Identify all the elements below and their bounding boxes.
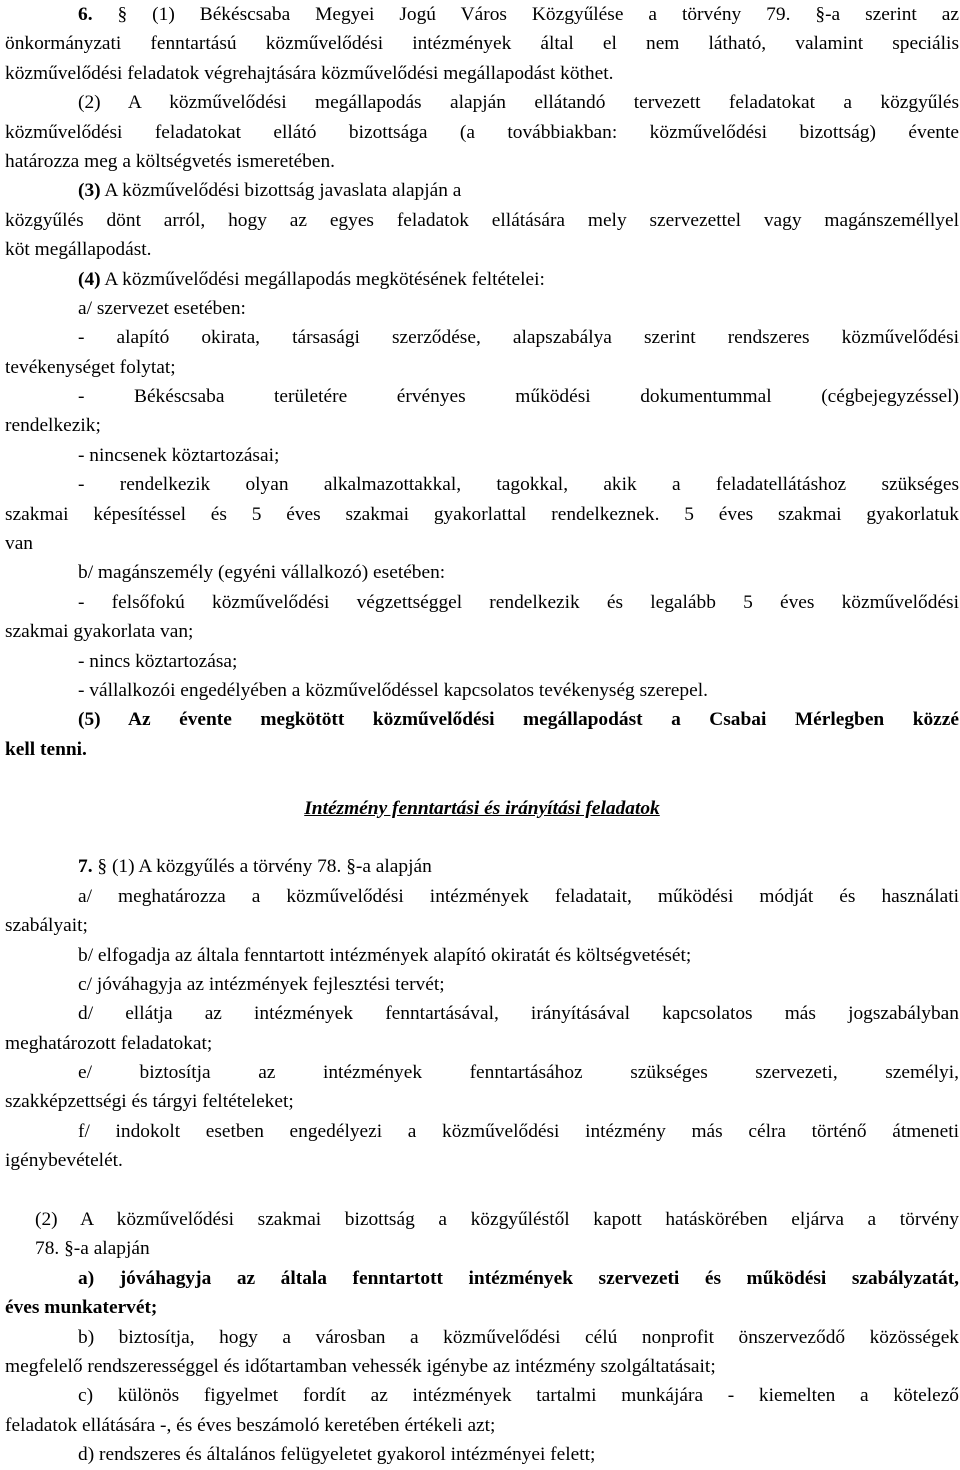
s6-b1-line-1: - felsőfokú közművelődési végzettséggel rendelkezik és legalább 5 éves közművelődési — [78, 591, 959, 613]
s7-f-line-2: igénybevételét. — [5, 1150, 123, 1172]
s7-pa-line-1: a) jóváhagyja az általa fenntartott intézmények szervezeti és működési szabályzatát, — [78, 1267, 959, 1289]
s6-para1-text: § (1) Békéscsaba Megyei Jogú Város Közgyűlése a törvény 79. §-a szerint az — [117, 4, 959, 25]
s6-b2: - nincs köztartozása; — [78, 650, 238, 672]
spacer — [5, 823, 959, 852]
s6-p4-number: (4) — [78, 268, 101, 290]
s7-para1-text: § (1) A közgyűlés a törvény 78. §-a alapján — [92, 856, 432, 878]
s7-pb-line-1: b) biztosítja, hogy a városban a közművelődési célú nonprofit önszerveződő közösségek — [78, 1326, 959, 1348]
s6-number: 6. — [78, 4, 93, 25]
section-heading: Intézmény fenntartási és irányítási feladatok — [304, 797, 660, 819]
s6-line-1 — [5, 0, 959, 29]
s7-a-line-2: szabályait; — [5, 915, 88, 937]
s6-a4-line-1: - rendelkezik olyan alkalmazottakkal, tagokkal, akik a feladatellátáshoz szükséges — [78, 474, 959, 496]
s7-pb-line-2: megfelelő rendszerességgel és időtartamban vehessék igénybe az intézmény szolgáltatásait; — [5, 1355, 716, 1377]
spacer — [5, 1176, 959, 1205]
s6-p3-line-1 — [5, 176, 959, 205]
s6-a4-line-2: szakmai képesítéssel és 5 éves szakmai gyakorlattal rendelkeznek. 5 éves szakmai gyakorlatuk — [5, 503, 959, 525]
s7-a-line-1: a/ meghatározza a közművelődési intézmények feladatait, működési módját és használati — [78, 885, 959, 907]
s6-a4-line-3: van — [5, 533, 33, 555]
s7-c: c/ jóváhagyja az intézmények fejlesztési tervét; — [78, 973, 445, 995]
s7-p2-line-1: (2) A közművelődési szakmai bizottság a közgyűléstől kapott hatáskörében eljárva a törvény — [35, 1209, 959, 1231]
s7-d-line-2: meghatározott feladatokat; — [5, 1032, 213, 1054]
s7-pc-line-1: c) különös figyelmet fordít az intézmények tartalmi munkájára - kiemelten a kötelező — [78, 1385, 959, 1407]
s7-f-line-1: f/ indokolt esetben engedélyezi a közművelődési intézmény más célra történő átmeneti — [78, 1120, 959, 1142]
s7-e-line-2: szakképzettségi és tárgyi feltételeket; — [5, 1091, 294, 1113]
s6-p4-line-1 — [5, 265, 959, 294]
s7-pc-line-2: feladatok ellátására -, és éves beszámoló keretében értékeli azt; — [5, 1414, 496, 1436]
spacer — [5, 764, 959, 793]
s7-pa-line-2: éves munkatervét; — [5, 1297, 158, 1319]
s6-p4-text: A közművelődési megállapodás megkötésének feltételei: — [100, 268, 545, 290]
s6-p5-line-1: (5) Az évente megkötött közművelődési megállapodást a Csabai Mérlegben közzé — [78, 709, 959, 731]
s6-p3-line-3: köt megállapodást. — [5, 239, 152, 261]
s6-p5-line-2: kell tenni. — [5, 738, 87, 760]
s6-a2-line-2: rendelkezik; — [5, 415, 101, 437]
document-page — [5, 0, 959, 1470]
s6-p3-number: (3) — [78, 180, 101, 202]
s6-p3-text: A közművelődési bizottság javaslata alapján a — [100, 180, 462, 202]
s6-a1-line-1: - alapító okirata, társasági szerződése, alapszabálya szerint rendszeres közművelődési — [78, 327, 959, 349]
s6-a2-line-1: - Békéscsaba területére érvényes működési dokumentummal (cégbejegyzéssel) — [78, 386, 959, 408]
s6-p3-line-2: közgyűlés dönt arról, hogy az egyes feladatok ellátására mely szervezettel vagy magánszeméllyel — [5, 209, 959, 231]
s7-line-1 — [5, 852, 959, 881]
s6-a-heading: a/ szervezet esetében: — [78, 297, 246, 319]
s7-b: b/ elfogadja az általa fenntartott intézmények alapító okiratát és költségvetését; — [78, 944, 692, 966]
s6-line-2: önkormányzati fenntartású közművelődési intézmények által el nem látható, valamint speciális — [5, 33, 959, 55]
s6-b1-line-2: szakmai gyakorlata van; — [5, 621, 194, 643]
s6-p2-line-1: (2) A közművelődési megállapodás alapján ellátandó tervezett feladatokat a közgyűlés — [78, 92, 959, 114]
s7-p2-line-2: 78. §-a alapján — [35, 1238, 150, 1260]
s7-d-line-1: d/ ellátja az intézmények fenntartásával, irányításával kapcsolatos más jogszabályban — [78, 1003, 959, 1025]
s7-pd: d) rendszeres és általános felügyeletet gyakorol intézményei felett; — [78, 1444, 596, 1466]
s6-a1-line-2: tevékenységet folytat; — [5, 356, 176, 378]
s6-p2-line-2: közművelődési feladatokat ellátó bizottsága (a továbbiakban: közművelődési bizottság) évente — [5, 121, 959, 143]
s7-number: 7. — [78, 856, 93, 878]
s6-p2-line-3: határozza meg a költségvetés ismeretében. — [5, 150, 336, 172]
s6-b-heading: b/ magánszemély (egyéni vállalkozó) esetében: — [78, 562, 446, 584]
s6-line-3: közművelődési feladatok végrehajtására közművelődési megállapodást köthet. — [5, 62, 614, 84]
s7-e-line-1: e/ biztosítja az intézmények fenntartásához szükséges szervezeti, személyi, — [78, 1062, 959, 1084]
s6-a3: - nincsenek köztartozásai; — [78, 444, 280, 466]
s6-b3: - vállalkozói engedélyében a közművelődéssel kapcsolatos tevékenység szerepel. — [78, 679, 708, 701]
